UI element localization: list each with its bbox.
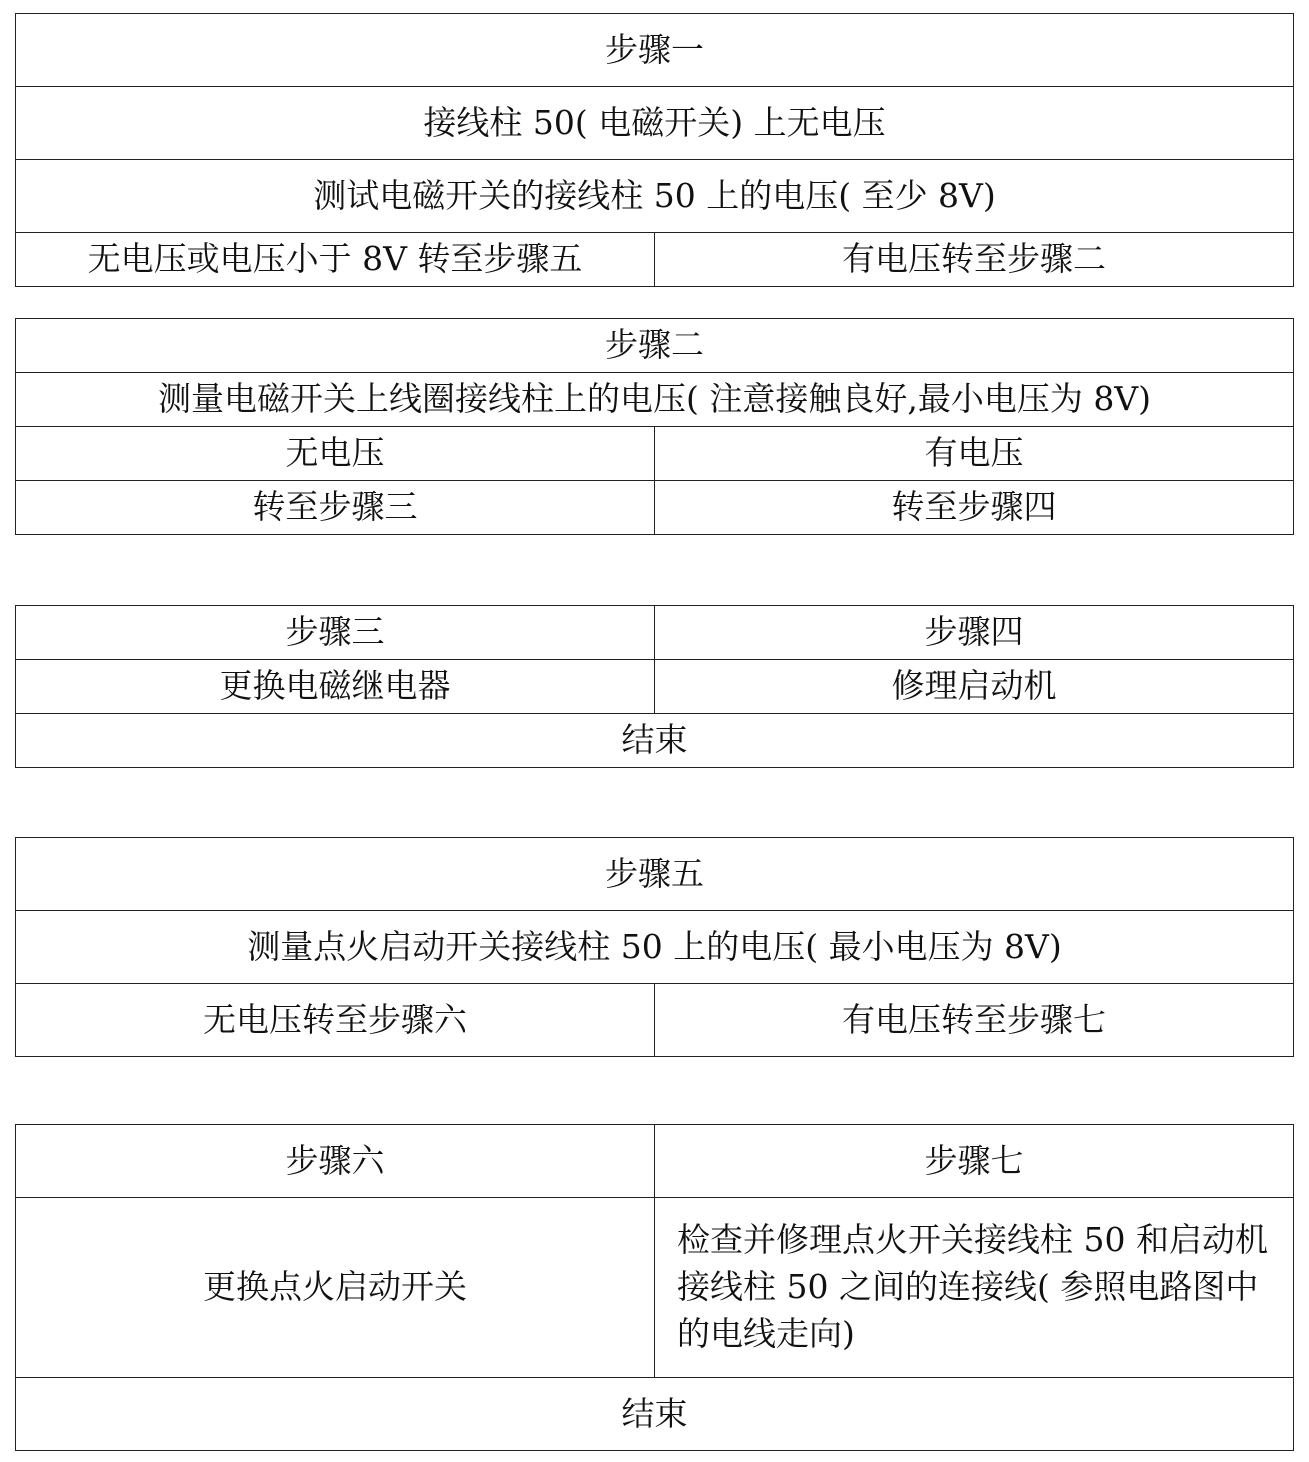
- step-four-action: 修理启动机: [655, 660, 1294, 714]
- step-five-left-branch: 无电压转至步骤六: [16, 984, 655, 1057]
- step-two-right-goto: 转至步骤四: [655, 481, 1294, 535]
- step-four-title: 步骤四: [655, 606, 1294, 660]
- step-two-right-result: 有电压: [655, 427, 1294, 481]
- step-two-test: 测量电磁开关上线圈接线柱上的电压( 注意接触良好,最小电压为 8V): [16, 373, 1294, 427]
- step-five-table: [15, 837, 1294, 1057]
- step-one-table: [15, 13, 1294, 287]
- end-label: 结束: [16, 1378, 1294, 1451]
- step-one-test: 测试电磁开关的接线柱 50 上的电压( 至少 8V): [16, 160, 1294, 233]
- step-seven-action: 检查并修理点火开关接线柱 50 和启动机接线柱 50 之间的连接线( 参照电路图中的电线走向): [655, 1198, 1294, 1378]
- step-six-title: 步骤六: [16, 1125, 655, 1198]
- step-seven-title: 步骤七: [655, 1125, 1294, 1198]
- step-one-title: 步骤一: [16, 14, 1294, 87]
- step-five-title: 步骤五: [16, 838, 1294, 911]
- step-two-left-result: 无电压: [16, 427, 655, 481]
- step-one-left-branch: 无电压或电压小于 8V 转至步骤五: [16, 233, 655, 287]
- step-one-right-branch: 有电压转至步骤二: [655, 233, 1294, 287]
- step-six-action: 更换点火启动开关: [16, 1198, 655, 1378]
- step-five-test: 测量点火启动开关接线柱 50 上的电压( 最小电压为 8V): [16, 911, 1294, 984]
- step-three-action: 更换电磁继电器: [16, 660, 655, 714]
- step-two-left-goto: 转至步骤三: [16, 481, 655, 535]
- step-six-seven-table: [15, 1124, 1294, 1451]
- step-one-condition: 接线柱 50( 电磁开关) 上无电压: [16, 87, 1294, 160]
- step-two-table: [15, 318, 1294, 535]
- step-three-title: 步骤三: [16, 606, 655, 660]
- step-three-four-table: [15, 605, 1294, 768]
- step-two-title: 步骤二: [16, 319, 1294, 373]
- step-five-right-branch: 有电压转至步骤七: [655, 984, 1294, 1057]
- end-label: 结束: [16, 714, 1294, 768]
